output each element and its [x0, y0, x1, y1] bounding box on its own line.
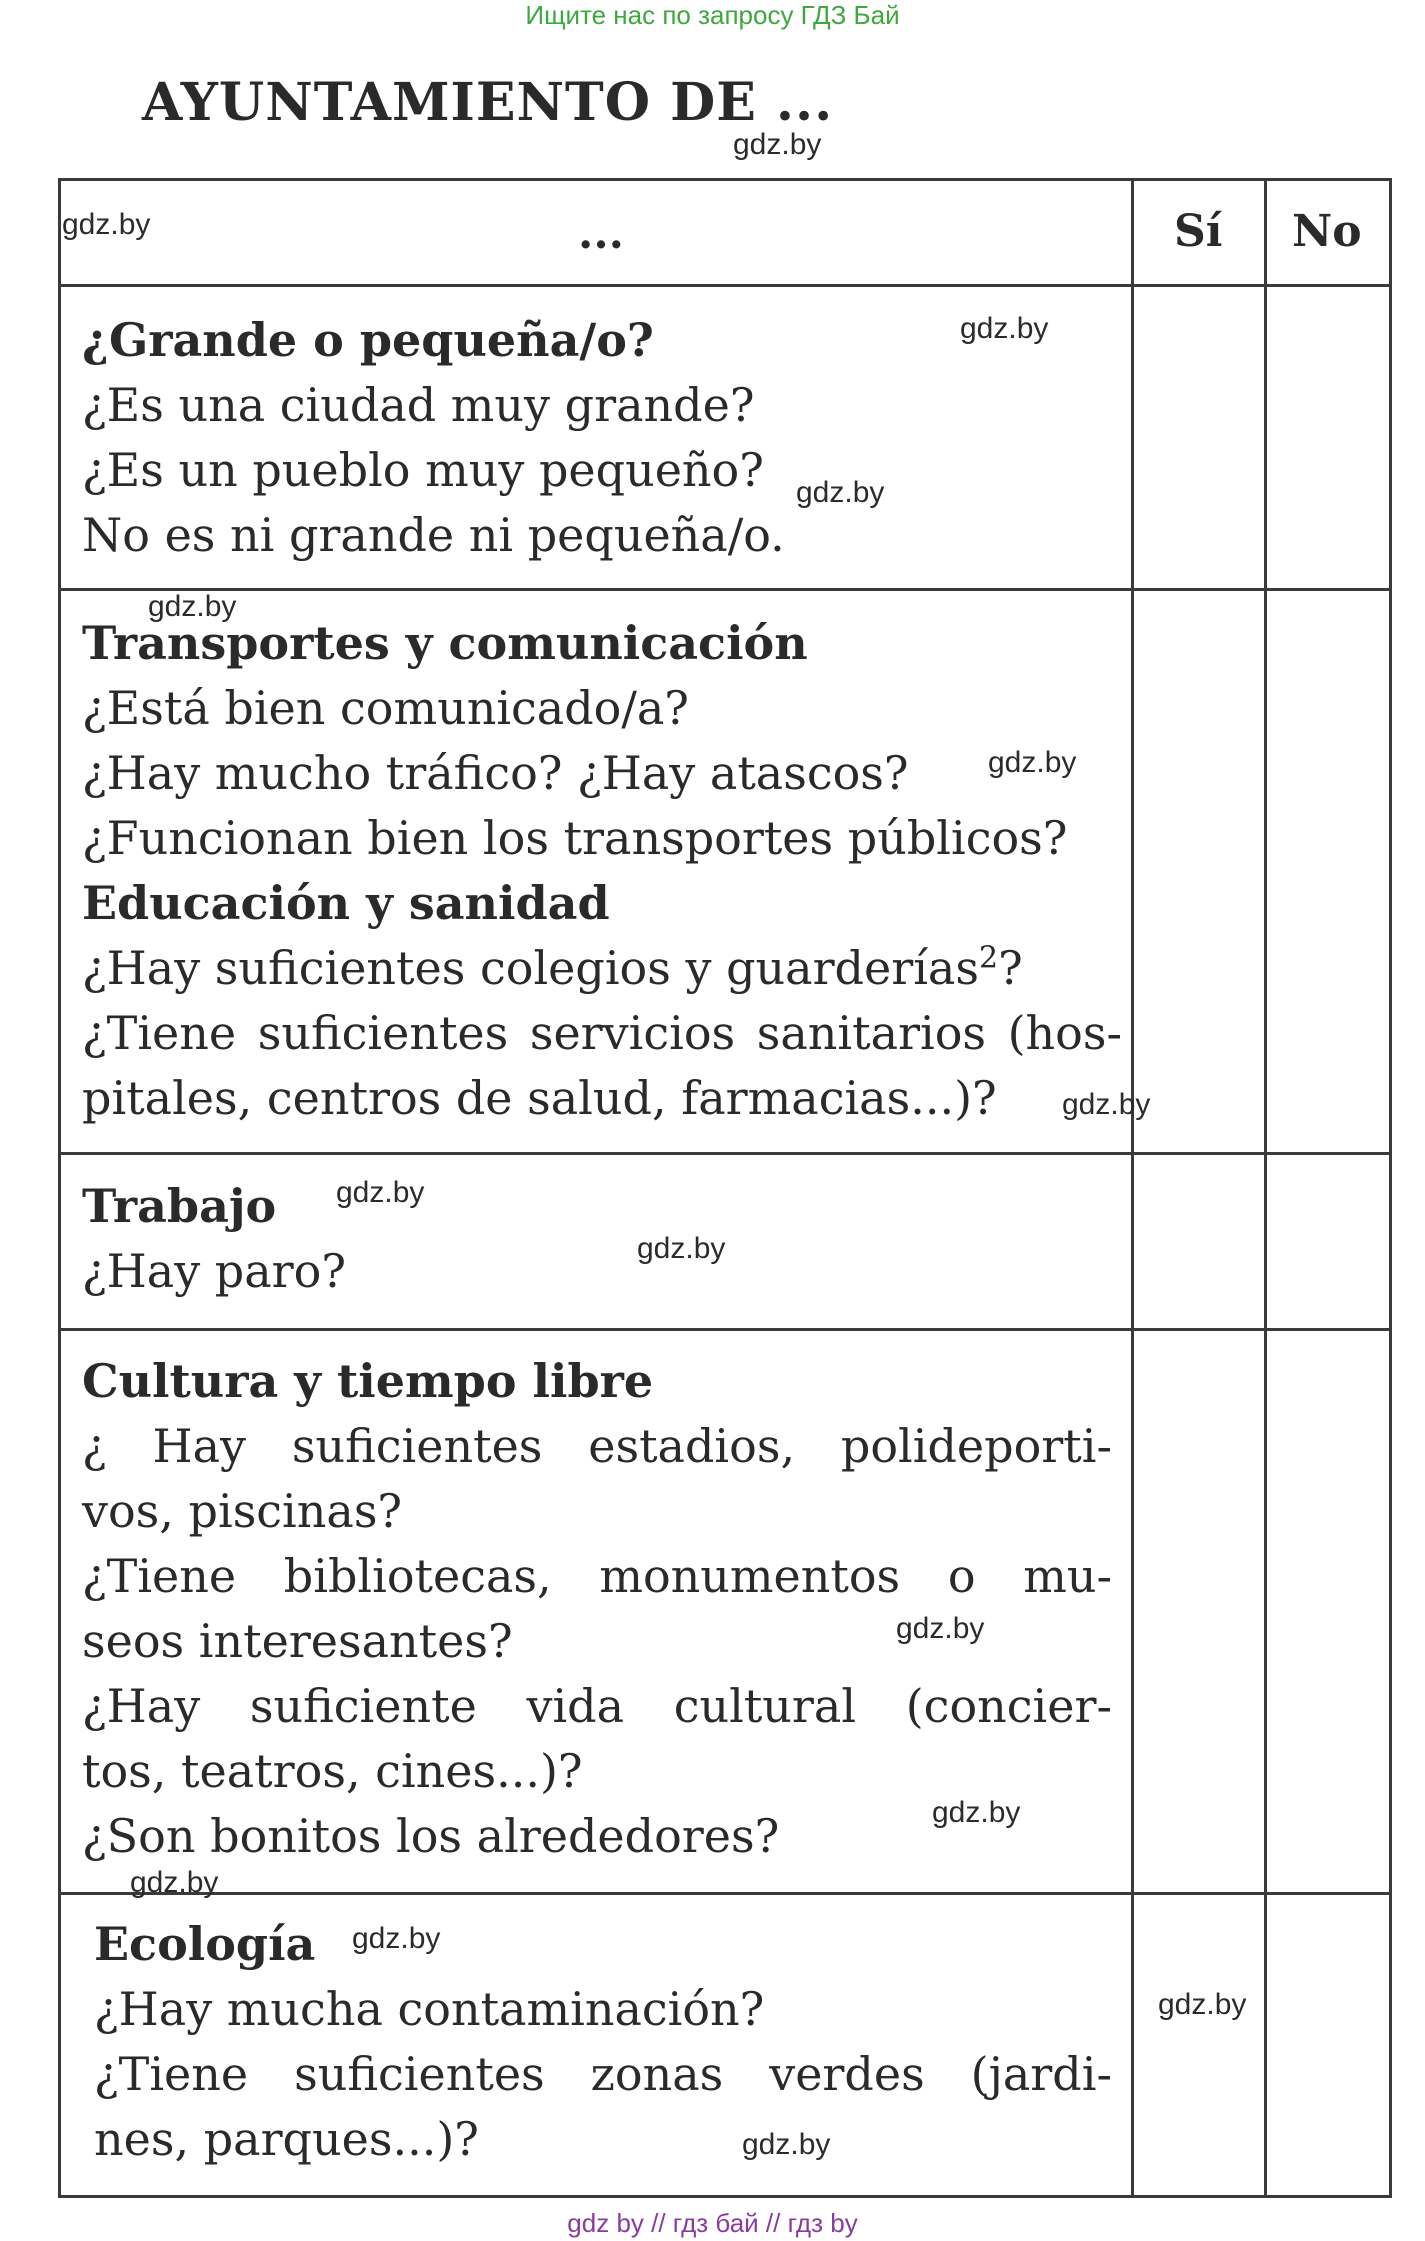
row-divider — [58, 588, 1392, 591]
section-heading: Trabajo — [82, 1179, 277, 1233]
section-heading: Cultura y tiempo libre — [82, 1354, 654, 1408]
question-end: ? — [998, 941, 1023, 995]
watermark: gdz.by — [960, 312, 1049, 345]
question-text: ¿Hay suficientes colegios y guarderías — [82, 941, 979, 995]
question: seos interesantes? — [82, 1614, 513, 1668]
row-divider — [58, 1328, 1392, 1331]
watermark: gdz.by — [336, 1176, 425, 1209]
row-divider — [58, 1152, 1392, 1155]
watermark: gdz.by — [148, 590, 237, 623]
section-culture — [82, 1349, 1112, 1869]
section-work — [82, 1174, 1122, 1304]
watermark: gdz.by — [932, 1796, 1021, 1829]
header-no: No — [1292, 206, 1362, 257]
question: ¿Es una ciudad muy grande? — [82, 378, 755, 432]
section-size — [82, 308, 1122, 568]
question: vos, piscinas? — [82, 1484, 403, 1538]
question: ¿Hay suficiente vida cultural (concier- — [82, 1679, 1112, 1733]
question: ¿Hay mucha contaminación? — [94, 1982, 765, 2036]
question: ¿ Hay suficientes estadios, polideporti- — [82, 1419, 1112, 1473]
section-heading: Ecología — [94, 1917, 316, 1971]
watermark: gdz.by — [733, 128, 822, 161]
section-transport — [82, 611, 1122, 1131]
header-divider — [58, 284, 1392, 287]
watermark: gdz.by — [1158, 1988, 1247, 2021]
top-banner: Ищите нас по запросу ГДЗ Бай — [525, 0, 900, 30]
column-divider — [1264, 178, 1267, 2198]
header-topic: ... — [578, 208, 624, 259]
footnote-marker: 2 — [978, 940, 999, 976]
question: ¿Hay mucho tráfico? ¿Hay atascos? — [82, 746, 909, 800]
watermark: gdz.by — [352, 1922, 441, 1955]
question: ¿Son bonitos los alrededores? — [82, 1809, 780, 1863]
row-divider — [58, 1892, 1392, 1895]
header-yes: Sí — [1174, 206, 1223, 257]
table-border-left — [58, 178, 61, 2198]
question: tos, teatros, cines...)? — [82, 1744, 583, 1798]
question: ¿Funcionan bien los transportes públicos? — [82, 811, 1068, 865]
watermark: gdz.by — [896, 1612, 985, 1645]
watermark: gdz.by — [62, 208, 151, 241]
watermark: gdz.by — [1062, 1088, 1151, 1121]
watermark: gdz.by — [796, 476, 885, 509]
question: ¿Tiene suficientes servicios sanitarios (hos- — [82, 1006, 1122, 1060]
watermark: gdz.by — [637, 1232, 726, 1265]
column-divider — [1131, 178, 1134, 2198]
section-heading: ¿Grande o pequeña/o? — [82, 313, 654, 367]
watermark: gdz.by — [988, 746, 1077, 779]
question: pitales, centros de salud, farmacias...)? — [82, 1071, 997, 1125]
table-border-bottom — [58, 2195, 1392, 2198]
question: ¿Tiene bibliotecas, monumentos o mu- — [82, 1549, 1112, 1603]
bottom-banner: gdz by // гдз бай // гдз by — [567, 2208, 858, 2238]
question: ¿Tiene suficientes zonas verdes (jardi- — [94, 2047, 1112, 2101]
survey-table — [58, 178, 1392, 2198]
watermark: gdz.by — [742, 2128, 831, 2161]
page-title: AYUNTAMIENTO DE ... — [142, 72, 834, 133]
question: ¿Está bien comunicado/a? — [82, 681, 689, 735]
question: No es ni grande ni pequeña/o. — [82, 508, 785, 562]
section-ecology — [94, 1912, 1112, 2172]
question: nes, parques...)? — [94, 2112, 479, 2166]
table-border-right — [1389, 178, 1392, 2198]
section-heading: Transportes y comunicación — [82, 616, 808, 670]
question: ¿Hay paro? — [82, 1244, 347, 1298]
question: ¿Es un pueblo muy pequeño? — [82, 443, 764, 497]
question — [82, 936, 1122, 1001]
section-heading: Educación y sanidad — [82, 876, 610, 930]
watermark: gdz.by — [130, 1866, 219, 1899]
table-border-top — [58, 178, 1392, 181]
